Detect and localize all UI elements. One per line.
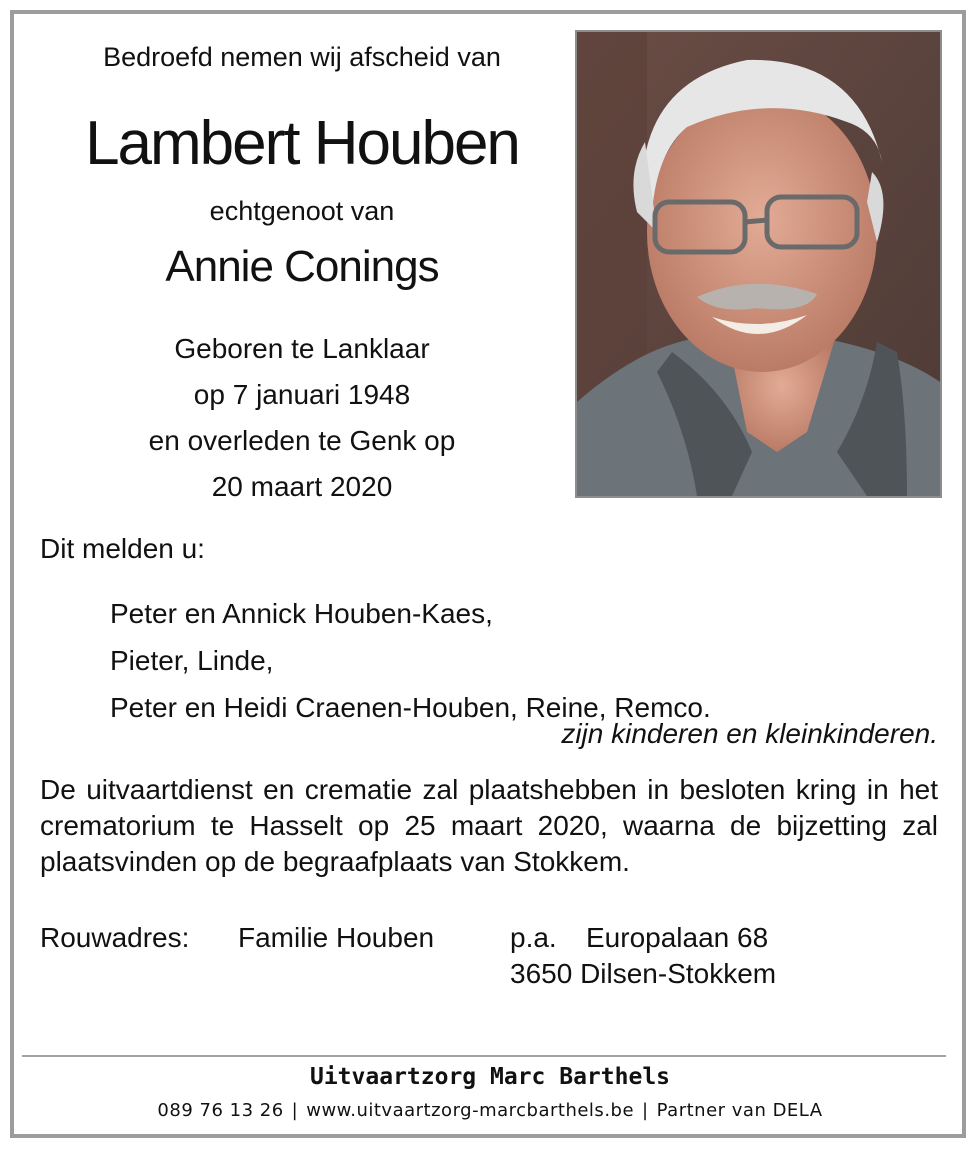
spouse-name: Annie Conings: [165, 242, 439, 291]
birth-death-details: [40, 326, 564, 510]
mourning-street: Europalaan 68: [586, 922, 769, 953]
website-link[interactable]: www.uitvaartzorg-marcbarthels.be: [306, 1100, 635, 1121]
intro-text: Bedroefd nemen wij afscheid van: [103, 42, 501, 72]
family-list: [110, 590, 711, 731]
mourning-city: 3650 Dilsen-Stokkem: [510, 958, 777, 989]
service-details: De uitvaartdienst en crematie zal plaatshebben in besloten kring in het crematorium te Hasselt op 25 maart 2020, waarna de bijzetting zal plaatsvinden op de begraafplaats van Stokkem.: [40, 774, 938, 877]
portrait-photo: [575, 30, 942, 498]
spouse-label: echtgenoot van: [209, 196, 395, 226]
phone-number: 089 76 13 26: [157, 1100, 284, 1121]
birth-line: Geboren te Lanklaar: [174, 333, 430, 364]
mourning-address-label: Rouwadres:: [40, 922, 190, 953]
birth-line: op 7 januari 1948: [193, 379, 411, 410]
deceased-name: Lambert Houben: [85, 109, 519, 178]
mourning-family: Familie Houben: [238, 922, 435, 953]
mourning-pa: p.a.: [510, 922, 557, 953]
partner-text: Partner van DELA: [656, 1100, 823, 1121]
family-line: Peter en Annick Houben-Kaes,: [110, 598, 493, 629]
separator: |: [642, 1100, 649, 1121]
birth-line: 20 maart 2020: [211, 471, 393, 502]
birth-line: en overleden te Genk op: [148, 425, 456, 456]
footer-divider: [22, 1055, 946, 1057]
family-role: zijn kinderen en kleinkinderen.: [561, 718, 938, 749]
undertaker-contact: [0, 1100, 980, 1121]
family-line: Peter en Heidi Craenen-Houben, Reine, Remco.: [110, 692, 711, 723]
separator: |: [291, 1100, 299, 1121]
undertaker-name: Uitvaartzorg Marc Barthels: [309, 1064, 671, 1090]
family-line: Pieter, Linde,: [110, 645, 274, 676]
announcement-intro: Dit melden u:: [40, 533, 205, 564]
